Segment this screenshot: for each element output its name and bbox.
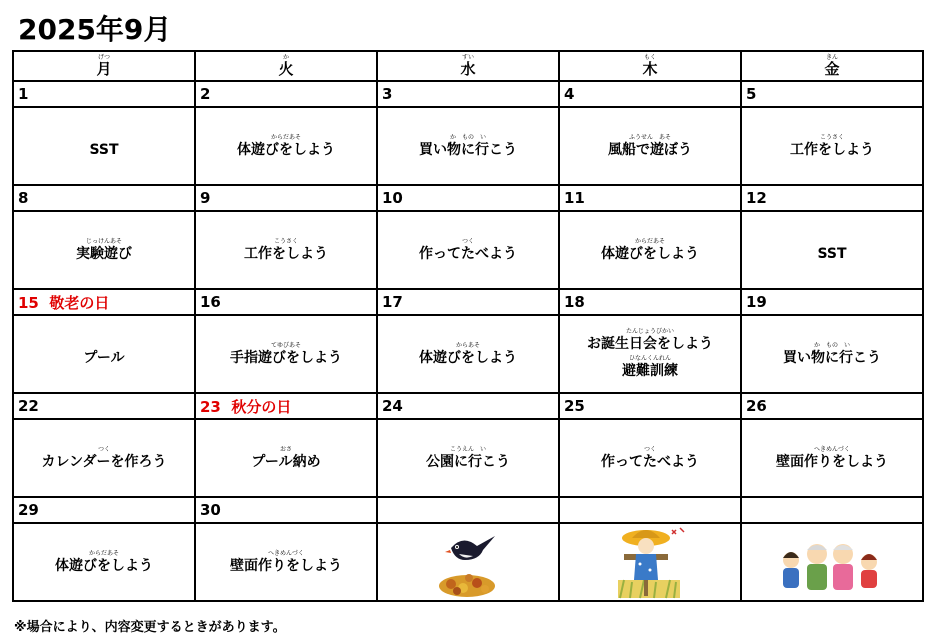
activity-text: カレンダーを作ろう <box>41 453 167 470</box>
activity-cell <box>559 315 741 393</box>
activity-cell <box>13 107 195 185</box>
activity-cell <box>13 419 195 497</box>
activity-ruby: か もの い <box>813 341 850 349</box>
date-number: 29 <box>18 501 39 519</box>
activity-row <box>13 419 923 497</box>
date-number: 10 <box>382 189 403 207</box>
date-cell <box>741 497 923 523</box>
holiday-name: 敬老の日 <box>49 293 110 312</box>
activity-row <box>13 315 923 393</box>
date-row <box>13 289 923 315</box>
activity-cell <box>559 107 741 185</box>
activity-text: プール納め <box>251 453 321 470</box>
activity <box>419 342 517 367</box>
activity-ruby: からあそ <box>455 341 480 349</box>
date-cell <box>13 393 195 419</box>
activity-ruby: ひなんくんれん <box>628 355 671 362</box>
date-cell <box>195 185 377 211</box>
activity <box>230 550 342 575</box>
date-cell <box>559 81 741 107</box>
activity-ruby: からだあそ <box>634 237 665 245</box>
activity-ruby: つく <box>643 445 656 453</box>
activity-ruby: ふうせん あそ <box>628 133 671 141</box>
activity <box>587 328 713 353</box>
activity <box>41 446 166 471</box>
activity <box>601 446 699 471</box>
date-cell <box>741 81 923 107</box>
activity-text: 手指遊びをしよう <box>230 349 342 366</box>
date-row <box>13 81 923 107</box>
date-number: 19 <box>746 293 767 311</box>
date-cell <box>559 393 741 419</box>
activity-cell <box>195 419 377 497</box>
activity-cell <box>13 211 195 289</box>
activity-cell <box>377 419 559 497</box>
activity <box>608 134 692 159</box>
date-cell <box>195 497 377 523</box>
activity <box>817 238 846 263</box>
date-cell <box>377 393 559 419</box>
date-number: 23 <box>200 397 221 416</box>
activity-cell <box>559 523 741 601</box>
activity-ruby: つく <box>97 445 110 453</box>
date-number: 8 <box>18 189 29 207</box>
activity <box>251 446 320 471</box>
weekday-ruby: すい <box>461 54 474 61</box>
activity <box>426 446 510 471</box>
activity-ruby: こうえん い <box>449 445 486 453</box>
weekday-header <box>559 51 741 81</box>
date-cell <box>741 289 923 315</box>
date-cell <box>741 185 923 211</box>
date-cell <box>377 185 559 211</box>
activity-ruby: か もの い <box>449 133 486 141</box>
activity <box>783 342 881 367</box>
weekday-ruby: もく <box>643 54 656 61</box>
grandparents-family-illustration <box>777 532 887 592</box>
activity-row <box>13 107 923 185</box>
weekday-ruby: か <box>282 54 289 61</box>
date-number: 25 <box>564 397 585 415</box>
calendar-title: 2025年9月 <box>18 13 172 46</box>
activity-text: 作ってたべよう <box>419 245 517 262</box>
illustration <box>560 524 740 600</box>
date-number: 1 <box>18 85 29 103</box>
activity-row <box>13 211 923 289</box>
activity <box>419 134 517 159</box>
date-number: 9 <box>200 189 211 207</box>
weekday-label: 金 <box>824 60 840 78</box>
date-cell <box>377 497 559 523</box>
activity <box>419 238 517 263</box>
date-number: 16 <box>200 293 221 311</box>
weekday-header <box>741 51 923 81</box>
date-cell <box>377 81 559 107</box>
date-number: 30 <box>200 501 221 519</box>
activity-cell <box>741 419 923 497</box>
activity-text: 作ってたべよう <box>601 453 699 470</box>
activity-cell <box>13 523 195 601</box>
activity <box>601 238 699 263</box>
activity-cell <box>377 107 559 185</box>
activity <box>230 342 342 367</box>
date-row <box>13 393 923 419</box>
date-number: 17 <box>382 293 403 311</box>
activity <box>237 134 335 159</box>
activity-text: 体遊びをしよう <box>55 557 153 574</box>
weekday-label: 火 <box>278 60 294 78</box>
activity-cell <box>741 315 923 393</box>
activity-ruby: こうさく <box>273 237 298 245</box>
activity-ruby: てゆびあそ <box>270 341 301 349</box>
weekday-ruby: きん <box>825 54 838 61</box>
weekday-header <box>195 51 377 81</box>
date-number: 22 <box>18 397 39 415</box>
activity-ruby: こうさく <box>819 133 844 141</box>
weekday-ruby: げつ <box>97 54 110 61</box>
activity-text: 風船で遊ぼう <box>608 141 692 158</box>
activity <box>244 238 328 263</box>
weekday-header-row <box>13 51 923 81</box>
date-cell <box>13 289 195 315</box>
activity-ruby: からだあそ <box>270 133 301 141</box>
activity-cell <box>195 315 377 393</box>
date-cell <box>741 393 923 419</box>
weekday-label: 水 <box>460 60 476 78</box>
date-number: 5 <box>746 85 757 103</box>
date-number: 24 <box>382 397 403 415</box>
date-number: 3 <box>382 85 393 103</box>
activity-cell <box>741 211 923 289</box>
activity-ruby: からだあそ <box>88 549 119 557</box>
activity <box>76 238 132 263</box>
date-cell <box>377 289 559 315</box>
date-cell <box>559 185 741 211</box>
weekday-header <box>377 51 559 81</box>
activity-cell <box>195 107 377 185</box>
activity <box>83 342 124 367</box>
change-note: ※場合により、内容変更するときがあります。 <box>14 620 286 635</box>
scarecrow-illustration <box>610 524 690 600</box>
activity-ruby: へきめんづく <box>814 445 850 453</box>
date-cell <box>195 289 377 315</box>
activity-ruby <box>83 342 124 350</box>
illustration <box>378 524 558 600</box>
calendar-table <box>12 50 924 602</box>
weekday-header <box>13 51 195 81</box>
activity-text: 避難訓練 <box>622 363 678 379</box>
activity-text: 買い物に行こう <box>783 349 881 366</box>
activity-ruby: じっけんあそ <box>85 237 122 245</box>
activity-text: 体遊びをしよう <box>237 141 335 158</box>
activity-text: 買い物に行こう <box>419 141 517 158</box>
date-cell <box>13 185 195 211</box>
activity-cell <box>559 211 741 289</box>
date-number: 26 <box>746 397 767 415</box>
date-row <box>13 185 923 211</box>
date-number: 18 <box>564 293 585 311</box>
activity-text: 公園に行こう <box>426 453 510 470</box>
activity-cell <box>195 523 377 601</box>
date-number: 15 <box>18 293 39 312</box>
weekday-label: 木 <box>642 60 658 78</box>
date-cell <box>559 497 741 523</box>
activity-ruby: おさ <box>279 445 292 453</box>
activity-text: 実験遊び <box>76 245 132 262</box>
activity-text: 工作をしよう <box>790 141 874 158</box>
date-cell <box>13 81 195 107</box>
activity-cell <box>741 107 923 185</box>
activity <box>89 134 118 159</box>
swallow-leaves-illustration <box>433 526 503 598</box>
activity-text: 体遊びをしよう <box>601 245 699 262</box>
activity <box>55 550 153 575</box>
activity-cell <box>741 523 923 601</box>
date-cell <box>195 393 377 419</box>
activity-ruby <box>817 238 846 246</box>
activity-text: プール <box>83 349 125 366</box>
weekday-label: 月 <box>96 60 112 78</box>
activity <box>622 355 678 380</box>
activity-ruby: つく <box>461 237 474 245</box>
date-cell <box>195 81 377 107</box>
activity-cell <box>377 211 559 289</box>
date-row <box>13 497 923 523</box>
activity-text: SST <box>89 141 119 158</box>
activity-cell <box>559 419 741 497</box>
activity-row <box>13 523 923 601</box>
activity-cell <box>13 315 195 393</box>
activity <box>776 446 888 471</box>
activity-text: お誕生日会をしよう <box>587 336 713 352</box>
activity <box>790 134 874 159</box>
activity-text: 工作をしよう <box>244 245 328 262</box>
holiday-name: 秋分の日 <box>231 397 292 416</box>
date-number: 12 <box>746 189 767 207</box>
date-cell <box>13 497 195 523</box>
activity-cell <box>195 211 377 289</box>
activity-cell <box>377 315 559 393</box>
activity-text: 壁面作りをしよう <box>230 557 342 574</box>
illustration <box>742 524 922 600</box>
activity-text: 壁面作りをしよう <box>776 453 888 470</box>
date-number: 4 <box>564 85 575 103</box>
date-number: 2 <box>200 85 211 103</box>
activity-text: 体遊びをしよう <box>419 349 517 366</box>
activity-ruby: へきめんづく <box>268 549 304 557</box>
date-number: 11 <box>564 189 585 207</box>
activity-ruby: たんじょうびかい <box>625 328 674 335</box>
date-cell <box>559 289 741 315</box>
activity-text: SST <box>817 245 847 262</box>
activity-cell <box>377 523 559 601</box>
activity-ruby <box>89 134 118 142</box>
